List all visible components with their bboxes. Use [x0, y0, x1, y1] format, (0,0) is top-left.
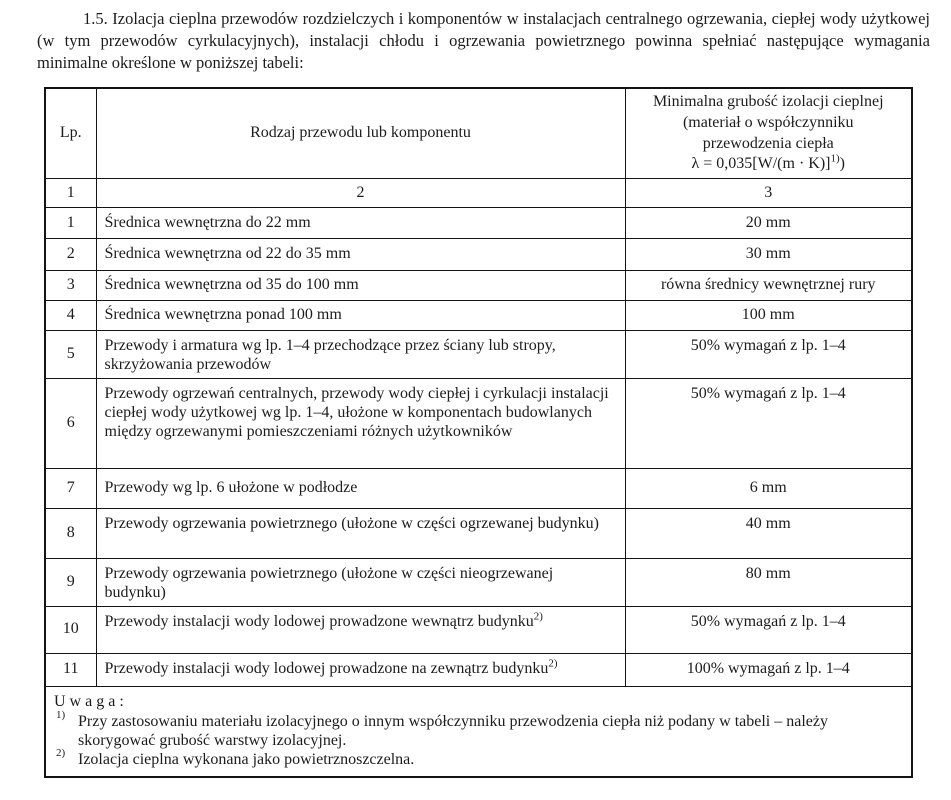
- note-text: Izolacja cieplna wykonana jako powietrznoszczelna.: [78, 750, 415, 768]
- row-lp-cell: 7: [45, 468, 96, 508]
- header-formula: λ = 0,035[W/(m · K)]$^{1)}$): [691, 153, 845, 173]
- row-value-cell: 100% wymagań z lp. 1–4: [625, 653, 912, 686]
- row-lp-cell: 5: [45, 331, 96, 379]
- header-line: Minimalna grubość izolacji cieplnej: [652, 93, 884, 110]
- row-desc-cell: Przewody ogrzewań centralnych, przewody wody ciepłej i cyrkulacji instalacji ciepłej wody użytkowej wg lp. 1–4, ułożone w komponentach budowlanych między ogrzewanymi pomieszczeniami różnych użytkowników: [96, 378, 625, 468]
- table-row: [45, 239, 912, 271]
- table-row: [45, 468, 912, 508]
- row-lp-cell: 9: [45, 558, 96, 606]
- footnote-marker: 2): [533, 610, 543, 623]
- row-lp-cell: 10: [45, 606, 96, 653]
- note-text: Przy zastosowaniu materiału izolacyjnego o innym współczynniku przewodzenia ciepła niż podany w tabeli – należy skorygować grubość warstwy izolacyjnej.: [78, 713, 828, 749]
- table-row: [45, 378, 912, 468]
- row-value-cell: 50% wymagań z lp. 1–4: [625, 378, 912, 468]
- row-lp-cell: 2: [45, 239, 96, 271]
- row-value-cell: 100 mm: [625, 301, 912, 331]
- header-cell-lp: Lp.: [45, 88, 96, 179]
- table-row: [45, 301, 912, 331]
- table-row: [45, 331, 912, 379]
- footnote-marker: 2): [548, 657, 558, 670]
- numbering-cell: 3: [625, 179, 912, 208]
- row-lp-cell: 4: [45, 301, 96, 331]
- row-desc-cell: Przewody instalacji wody lodowej prowadzone na zewnątrz budynku$^{2)}$: [96, 653, 625, 686]
- table-row: [45, 508, 912, 558]
- header-line: (materiał o współczynniku: [682, 113, 854, 131]
- row-value-cell: 30 mm: [625, 239, 912, 271]
- row-lp-cell: 8: [45, 508, 96, 558]
- insulation-requirements-table: [44, 87, 913, 778]
- row-value-cell: 20 mm: [625, 208, 912, 239]
- row-desc-cell: Średnica wewnętrzna od 22 do 35 mm: [96, 239, 625, 271]
- row-lp-cell: 6: [45, 378, 96, 468]
- header-line: przewodzenia ciepła: [702, 134, 834, 152]
- numbering-cell: 1: [45, 179, 96, 208]
- table-row: [45, 271, 912, 301]
- row-desc-cell: Przewody instalacji wody lodowej prowadzone wewnątrz budynku$^{2)}$: [96, 606, 625, 653]
- table-note-row: [45, 686, 912, 777]
- row-lp-cell: 11: [45, 653, 96, 686]
- row-desc-cell: Przewody ogrzewania powietrznego (ułożone w części nieogrzewanej budynku): [96, 558, 625, 606]
- row-value-cell: 50% wymagań z lp. 1–4: [625, 606, 912, 653]
- note-item: 1) Przy zastosowaniu materiału izolacyjnego o innym współczynniku przewodzenia ciepła niż podany w tabeli – należy skorygować grubość warstwy izolacyjnej.: [56, 709, 828, 749]
- row-desc-cell: Przewody ogrzewania powietrznego (ułożone w części ogrzewanej budynku): [96, 508, 625, 558]
- column-numbering-row: [45, 179, 912, 208]
- table-row: [45, 558, 912, 606]
- intro-paragraph: 1.5. Izolacja cieplna przewodów rozdzielczych i komponentów w instalacjach centralnego ogrzewania, ciepłej wody użytkowej (w tym przewodów cyrkulacyjnych), instalacji chłodu i ogrzewania powietrznego powinna spełniać następujące wymagania minimalne określone w poniższej tabeli:: [37, 9, 930, 72]
- numbering-cell: 2: [96, 179, 625, 208]
- table-header-row: [45, 88, 912, 179]
- row-desc-cell: Średnica wewnętrzna od 35 do 100 mm: [96, 271, 625, 301]
- row-value-cell: 40 mm: [625, 508, 912, 558]
- header-cell-type: Rodzaj przewodu lub komponentu: [96, 88, 625, 179]
- note-item: 2) Izolacja cieplna wykonana jako powietrznoszczelna.: [56, 746, 415, 768]
- table-row: [45, 653, 912, 686]
- row-desc-cell: Przewody wg lp. 6 ułożone w podłodze: [96, 468, 625, 508]
- footnote-marker: 1): [830, 153, 840, 166]
- row-value-cell: 6 mm: [625, 468, 912, 508]
- row-value-cell: równa średnicy wewnętrznej rury: [625, 271, 912, 301]
- row-lp-cell: 1: [45, 208, 96, 239]
- table-row: [45, 606, 912, 653]
- row-desc-cell: Średnica wewnętrzna ponad 100 mm: [96, 301, 625, 331]
- note-cell: [45, 686, 912, 777]
- row-value-cell: 50% wymagań z lp. 1–4: [625, 331, 912, 379]
- row-lp-cell: 3: [45, 271, 96, 301]
- header-cell-min-thickness: [625, 88, 912, 179]
- row-value-cell: 80 mm: [625, 558, 912, 606]
- row-desc-cell: Średnica wewnętrzna do 22 mm: [96, 208, 625, 239]
- table-row: [45, 208, 912, 239]
- note-title: U w a g a :: [54, 693, 124, 711]
- row-desc-cell: Przewody i armatura wg lp. 1–4 przechodzące przez ściany lub stropy, skrzyżowania przewodów: [96, 331, 625, 379]
